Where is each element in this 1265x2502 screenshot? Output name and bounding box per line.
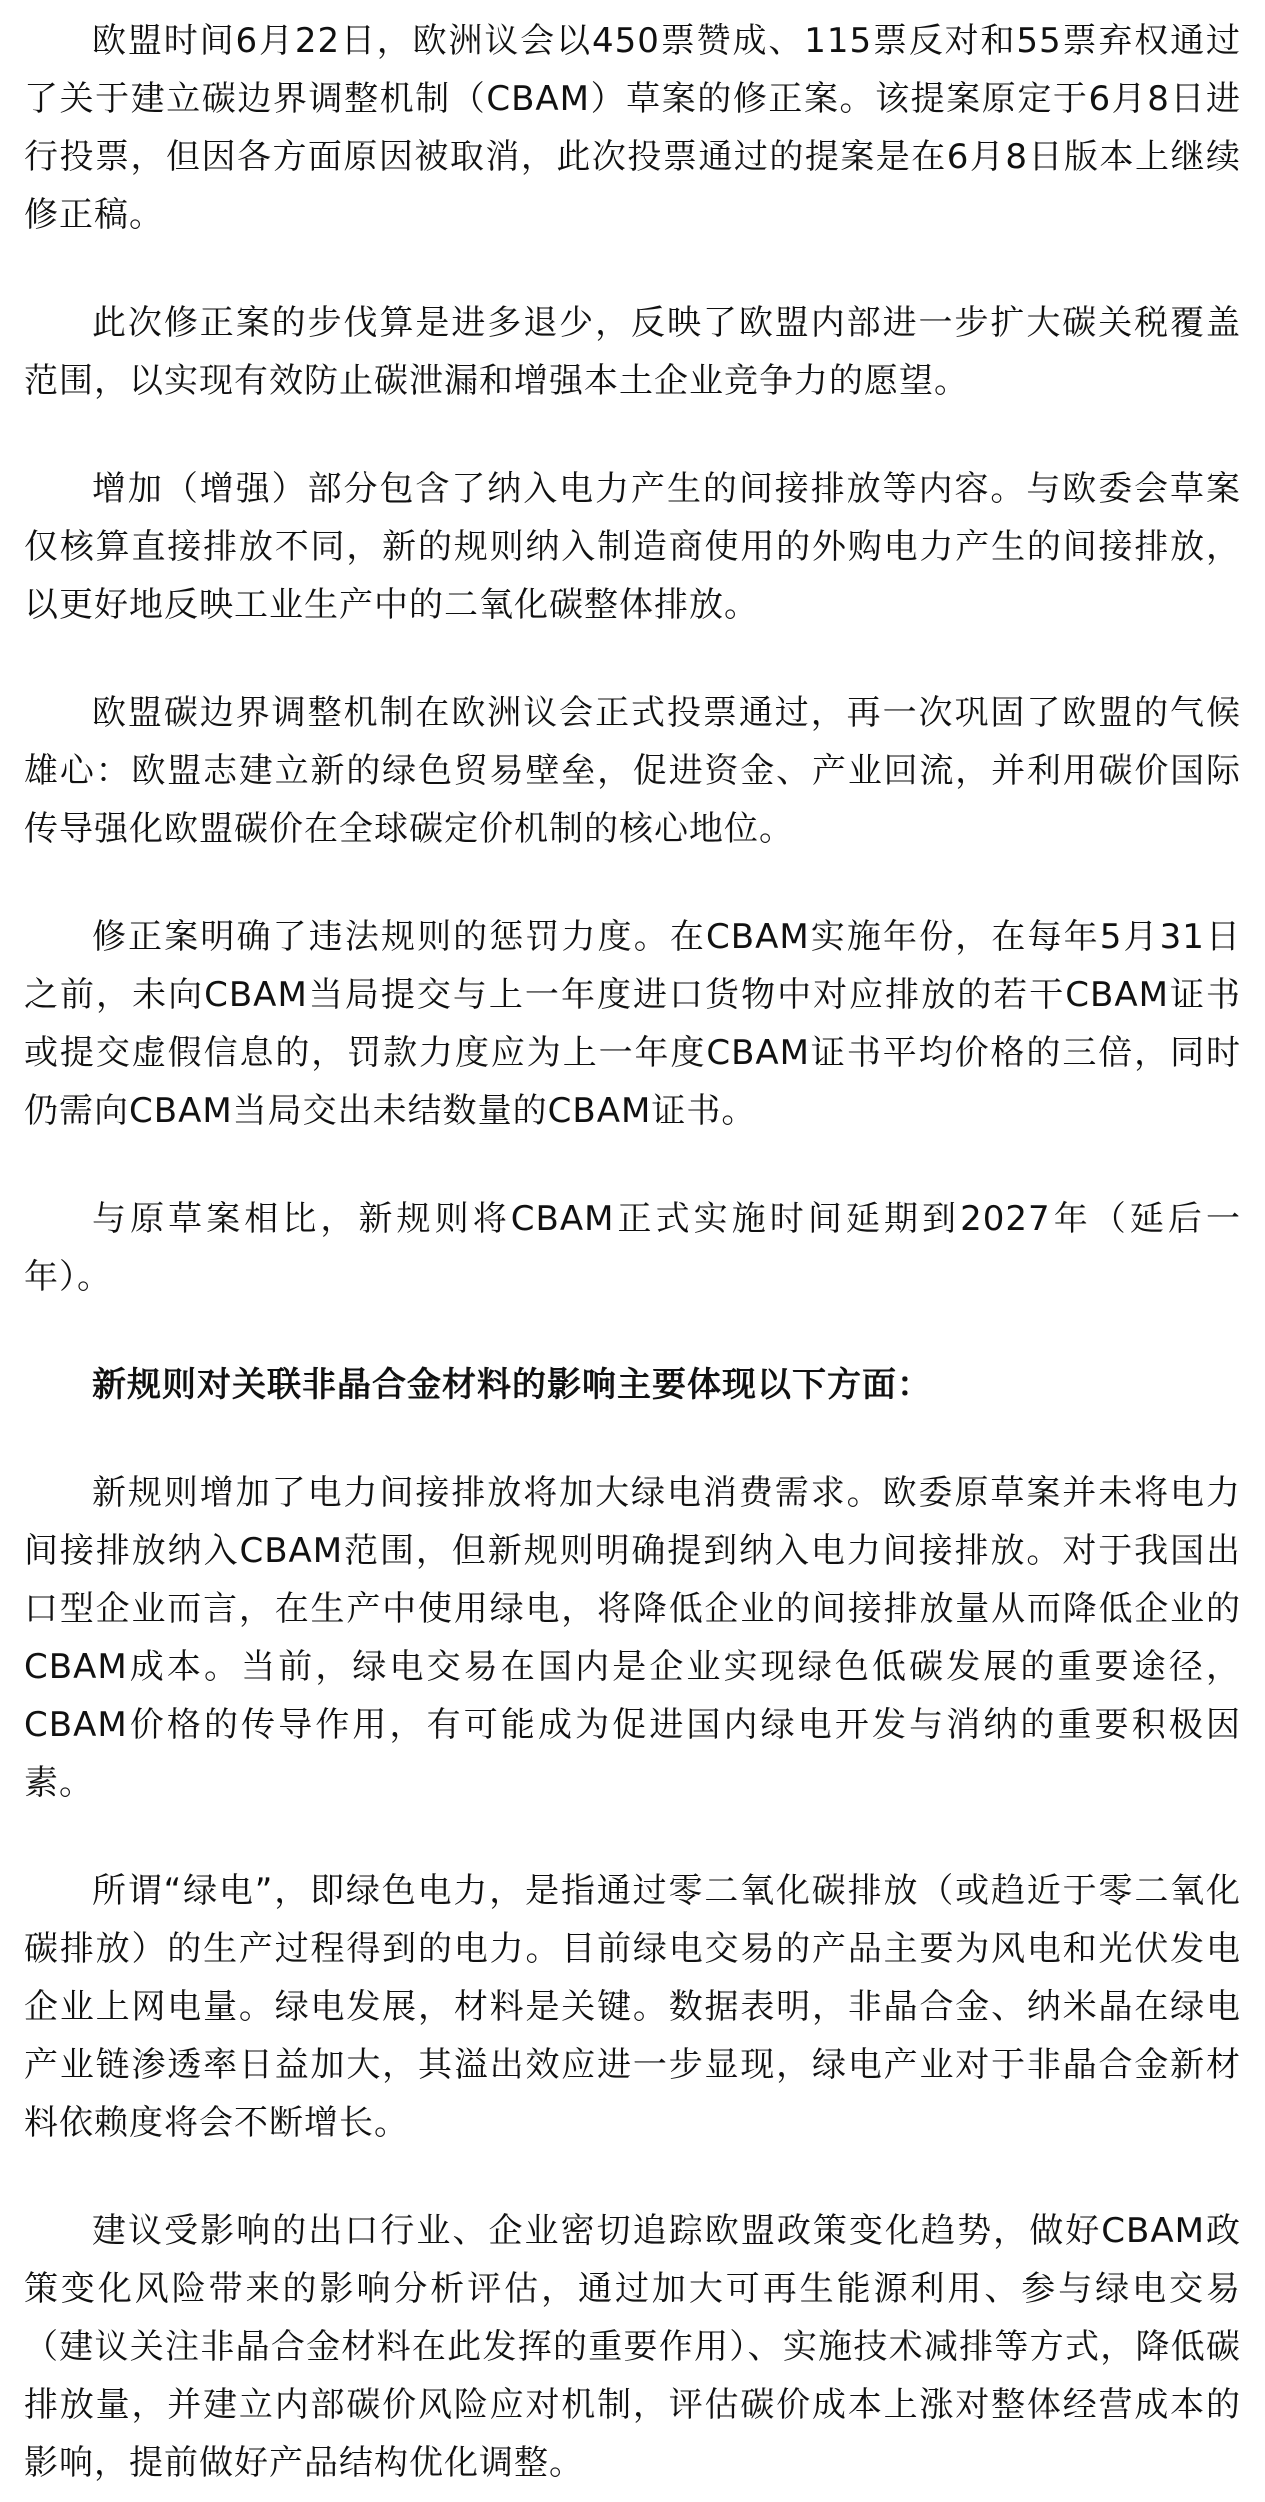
paragraph-green-power-definition: 所谓“绿电”，即绿色电力，是指通过零二氧化碳排放（或趋近于零二氧化碳排放）的生产过程得到的电力。目前绿电交易的产品主要为风电和光伏发电企业上网电量。绿电发展，材料是关键。数据表明，非晶合金、纳米晶在绿电产业链渗透率日益加大，其溢出效应进一步显现，绿电产业对于非晶合金新材料依赖度将会不断增长。: [24, 1871, 1241, 2143]
paragraph-cbam-vote: 欧盟时间6月22日，欧洲议会以450票赞成、115票反对和55票弃权通过了关于建立碳边界调整机制（CBAM）草案的修正案。该提案原定于6月8日进行投票，但因各方面原因被取消，此次投票通过的提案是在6月8日版本上继续修正稿。: [24, 21, 1241, 235]
paragraph-penalties: 修正案明确了违法规则的惩罚力度。在CBAM实施年份，在每年5月31日之前，未向CBAM当局提交与上一年度进口货物中对应排放的若干CBAM证书或提交虚假信息的，罚款力度应为上一年度CBAM证书平均价格的三倍，同时仍需向CBAM当局交出未结数量的CBAM证书。: [24, 917, 1241, 1131]
paragraph-indirect-emissions: 增加（增强）部分包含了纳入电力产生的间接排放等内容。与欧委会草案仅核算直接排放不同，新的规则纳入制造商使用的外购电力产生的间接排放，以更好地反映工业生产中的二氧化碳整体排放。: [24, 469, 1241, 625]
paragraph-recommendations: 建议受影响的出口行业、企业密切追踪欧盟政策变化趋势，做好CBAM政策变化风险带来的影响分析评估，通过加大可再生能源利用、参与绿电交易（建议关注非晶合金材料在此发挥的重要作用）、实施技术减排等方式，降低碳排放量，并建立内部碳价风险应对机制，评估碳价成本上涨对整体经营成本的影响，提前做好产品结构优化调整。: [24, 2211, 1241, 2483]
paragraph-green-power-demand: 新规则增加了电力间接排放将加大绿电消费需求。欧委原草案并未将电力间接排放纳入CBAM范围，但新规则明确提到纳入电力间接排放。对于我国出口型企业而言，在生产中使用绿电，将降低企业的间接排放量从而降低企业的CBAM成本。当前，绿电交易在国内是企业实现绿色低碳发展的重要途径，CBAM价格的传导作用，有可能成为促进国内绿电开发与消纳的重要积极因素。: [24, 1473, 1241, 1803]
paragraph-implementation-delay: 与原草案相比，新规则将CBAM正式实施时间延期到2027年（延后一年）。: [24, 1199, 1241, 1297]
paragraph-amendment-direction: 此次修正案的步伐算是进多退少，反映了欧盟内部进一步扩大碳关税覆盖范围，以实现有效防止碳泄漏和增强本土企业竞争力的愿望。: [24, 303, 1241, 401]
section-heading-impact: 新规则对关联非晶合金材料的影响主要体现以下方面：: [92, 1365, 932, 1405]
paragraph-climate-ambition: 欧盟碳边界调整机制在欧洲议会正式投票通过，再一次巩固了欧盟的气候雄心：欧盟志建立新的绿色贸易壁垒，促进资金、产业回流，并利用碳价国际传导强化欧盟碳价在全球碳定价机制的核心地位。: [24, 693, 1241, 849]
